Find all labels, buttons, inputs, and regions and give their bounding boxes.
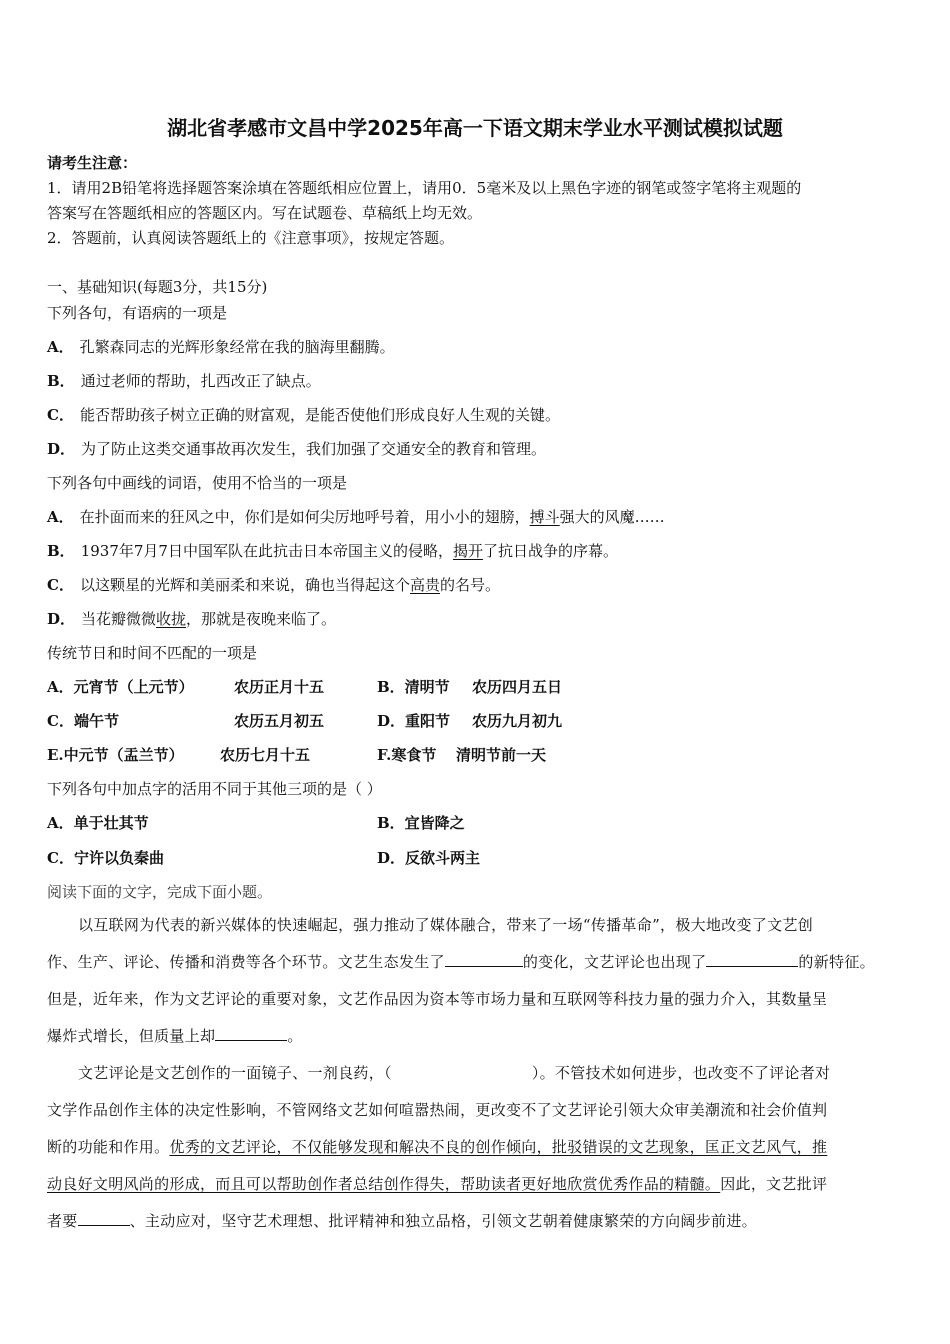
question-3-option-a-label: A．元宵节（上元节）: [47, 678, 194, 696]
option-text: 1937年7月7日中国军队在此抗击日本帝国主义的侵略，: [80, 542, 453, 560]
reading-intro: 阅读下面的文字，完成下面小题。: [47, 883, 273, 901]
option-letter: A．: [47, 508, 74, 526]
question-1-option-b: [47, 370, 321, 391]
question-3-option-a-time: 农历正月十五: [234, 678, 325, 696]
option-text: 了抗日战争的序幕。: [482, 542, 618, 560]
passage-paragraph-2-line-3: [47, 1136, 827, 1157]
option-letter: C．: [47, 406, 74, 424]
notice-heading: 请考生注意：: [47, 154, 138, 172]
question-3-stem: 传统节日和时间不匹配的一项是: [47, 644, 258, 662]
passage-text: 。: [287, 1027, 303, 1045]
option-text: 通过老师的帮助，扎西改正了缺点。: [80, 372, 321, 390]
question-1-option-c: [47, 404, 560, 425]
question-3-option-c-time: 农历五月初五: [234, 712, 325, 730]
fill-in-blank[interactable]: [78, 1211, 130, 1226]
passage-text: 、主动应对，坚守艺术理想、批评精神和独立品格，引领文艺朝着健康繁荣的方向阔步前进。: [129, 1212, 757, 1230]
underlined-word: 高贵: [409, 576, 440, 594]
option-letter: D．: [47, 440, 76, 458]
question-3-option-f-time: 清明节前一天: [456, 746, 547, 764]
option-letter: A．: [47, 338, 74, 356]
question-2-stem: 下列各句中画线的词语，使用不恰当的一项是: [47, 474, 348, 492]
option-text: 孔繁森同志的光辉形象经常在我的脑海里翻腾。: [79, 338, 395, 356]
question-1-stem: 下列各句，有语病的一项是: [47, 304, 228, 322]
passage-text: 爆炸式增长，但质量上却: [47, 1027, 216, 1045]
question-4-option-d: D．反欲斗两主: [377, 849, 481, 867]
option-text: 强大的风魔……: [559, 508, 665, 526]
option-text: 以这颗星的光辉和美丽柔和来说，确也当得起这个: [79, 576, 410, 594]
option-text: 的名号。: [439, 576, 500, 594]
passage-text: 文艺评论是文艺创作的一面镜子、一剂良药，（: [78, 1064, 392, 1082]
question-4-option-a: A．单于壮其节: [47, 814, 149, 832]
underlined-word: 搏斗: [529, 508, 560, 526]
question-3-option-d-time: 农历九月初九: [472, 712, 563, 730]
passage-text: 断的功能和作用。: [47, 1138, 170, 1156]
question-3-option-b-time: 农历四月五日: [472, 678, 563, 696]
passage-text: 的变化，文艺评论也出现了: [522, 953, 707, 971]
option-text: 能否帮助孩子树立正确的财富观，是能否使他们形成良好人生观的关键。: [79, 406, 560, 424]
underlined-word: 揭开: [452, 542, 483, 560]
question-3-option-e-label: E.中元节（盂兰节）: [47, 746, 184, 764]
question-1-option-d: [47, 438, 546, 459]
underlined-sentence: 动良好文明风尚的形成，而且可以帮助创作者总结创作得失，帮助读者更好地欣赏优秀作品的精髓。: [47, 1175, 721, 1193]
question-3-option-b-label: B．清明节: [377, 678, 450, 696]
passage-paragraph-1-line-2: [47, 951, 875, 972]
fill-in-blank[interactable]: [445, 952, 523, 967]
question-4-option-c: C．宁许以负秦曲: [47, 849, 164, 867]
question-1-option-a: [47, 336, 395, 357]
passage-paragraph-2-line-5: [47, 1210, 757, 1231]
option-text: 为了防止这类交通事故再次发生，我们加强了交通安全的教育和管理。: [81, 440, 547, 458]
notice-item-1-line-1: 1．请用2B铅笔将选择题答案涂填在答题纸相应位置上，请用0．5毫米及以上黑色字迹的钢笔或签字笔将主观题的: [47, 179, 802, 197]
question-3-option-e-time: 农历七月十五: [220, 746, 311, 764]
option-letter: D．: [47, 610, 76, 628]
passage-paragraph-1-line-3: 但是，近年来，作为文艺评论的重要对象，文艺作品因为资本等市场力量和互联网等科技力量的强力介入，其数量呈: [47, 990, 828, 1008]
question-3-option-f-label: F.寒食节: [377, 746, 437, 764]
question-4-stem: 下列各句中加点字的活用不同于其他三项的是（ ）: [47, 780, 382, 798]
passage-paragraph-1-line-1: 以互联网为代表的新兴媒体的快速崛起，强力推动了媒体融合，带来了一场“传播革命”，极大地改变了文艺创: [78, 916, 814, 934]
option-letter: C．: [47, 576, 74, 594]
underlined-sentence: 优秀的文艺评论，不仅能够发现和解决不良的创作倾向，批驳错误的文艺现象，匡正文艺风气，推: [169, 1138, 828, 1156]
passage-paragraph-1-line-4: [47, 1025, 303, 1046]
question-3-option-c-label: C．端午节: [47, 712, 119, 730]
notice-item-1-line-2: 答案写在答题纸相应的答题区内。写在试题卷、草稿纸上均无效。: [47, 204, 483, 222]
passage-paragraph-2-line-1: [78, 1062, 830, 1083]
question-3-option-d-label: D．重阳节: [377, 712, 451, 730]
fill-in-blank[interactable]: [706, 952, 798, 967]
option-letter: B．: [47, 372, 75, 390]
question-2-option-a: [47, 506, 665, 527]
passage-text: 作、生产、评论、传播和消费等各个环节。文艺生态发生了: [47, 953, 445, 971]
underlined-word: 收拢: [156, 610, 187, 628]
option-letter: B．: [47, 542, 75, 560]
option-text: 当花瓣微微: [81, 610, 157, 628]
passage-paragraph-2-line-4: [47, 1173, 827, 1194]
passage-text: 者要: [47, 1212, 78, 1230]
fill-in-blank[interactable]: [215, 1026, 287, 1041]
option-text: 在扑面而来的狂风之中，你们是如何尖厉地呼号着，用小小的翅膀，: [79, 508, 530, 526]
option-text: ，那就是夜晚来临了。: [186, 610, 337, 628]
question-2-option-b: [47, 540, 618, 561]
passage-text: 因此，文艺批评: [720, 1175, 828, 1193]
page-title: 湖北省孝感市文昌中学2025年高一下语文期末学业水平测试模拟试题: [167, 116, 783, 140]
notice-item-2: 2．答题前，认真阅读答题纸上的《注意事项》，按规定答题。: [47, 229, 455, 247]
passage-paragraph-2-line-2: 文学作品创作主体的决定性影响，不管网络文艺如何喧嚣热闹，更改变不了文艺评论引领大众审美潮流和社会价值判: [47, 1101, 828, 1119]
passage-text: 的新特征。: [798, 953, 875, 971]
question-2-option-c: [47, 574, 500, 595]
question-2-option-d: [47, 608, 336, 629]
passage-text: ）。不管技术如何进步，也改变不了评论者对: [531, 1064, 831, 1082]
section-heading: 一、基础知识(每题3分，共15分): [47, 278, 268, 296]
question-4-option-b: B．宜皆降之: [377, 814, 465, 832]
